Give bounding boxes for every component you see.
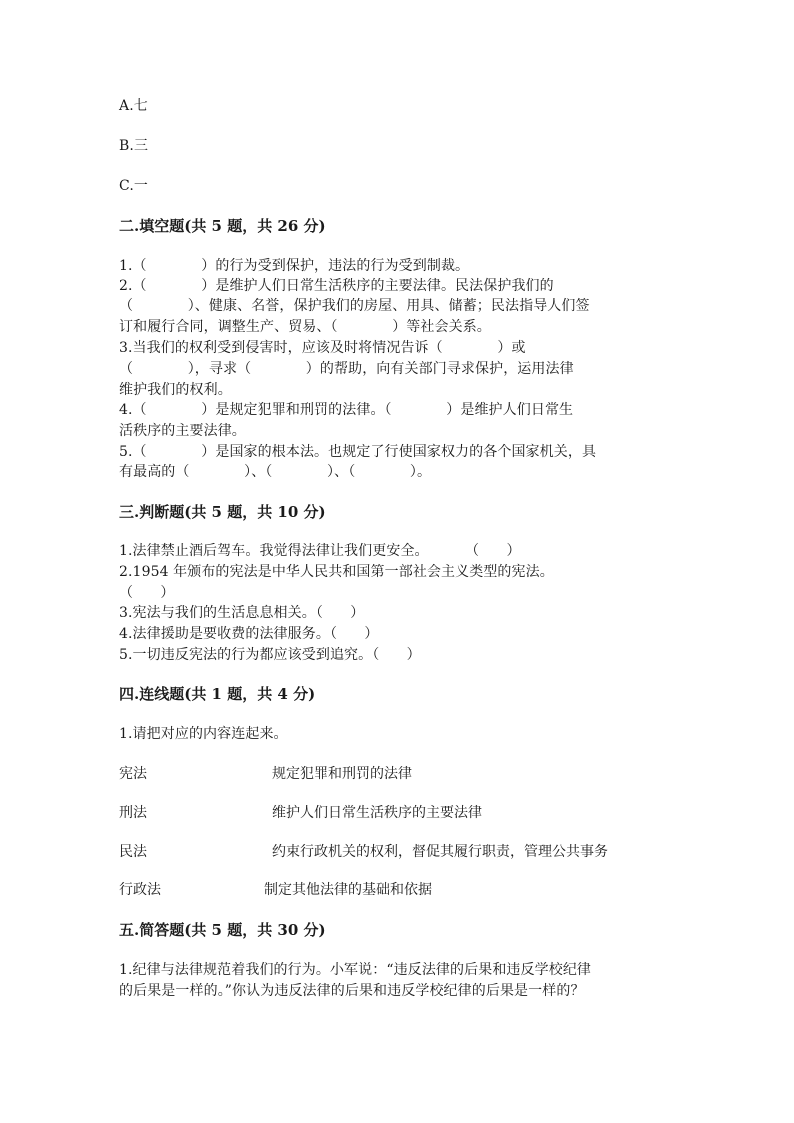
- matching-right-item: 维护人们日常生活秩序的主要法律: [272, 805, 482, 821]
- matching-left-item: 民法: [119, 844, 147, 860]
- fill-in-line: 订和履行合同，调整生产、贸易、（ ）等社会关系。: [119, 319, 491, 335]
- fill-in-line: 4.（ ）是规定犯罪和刑罚的法律。（ ）是维护人们日常生: [119, 402, 574, 418]
- fill-in-line: （ ）、健康、名誉，保护我们的房屋、用具、储蓄；民法指导人们签: [119, 298, 590, 314]
- fill-in-line: 有最高的（ ）、（ ）、（ ）。: [119, 464, 432, 480]
- section-heading-fill-in: 二.填空题(共 5 题，共 26 分): [119, 217, 326, 235]
- matching-right-item: 约束行政机关的权利，督促其履行职责，管理公共事务: [272, 844, 608, 860]
- fill-in-line: 维护我们的权利。: [119, 382, 232, 398]
- section-heading-true-false: 三.判断题(共 5 题，共 10 分): [119, 503, 326, 521]
- true-false-line: （ ）: [119, 585, 175, 601]
- true-false-line: 4.法律援助是要收费的法律服务。（ ）: [119, 626, 379, 642]
- matching-prompt: 1.请把对应的内容连起来。: [119, 726, 288, 742]
- section-heading-short-answer: 五.简答题(共 5 题，共 30 分): [119, 921, 326, 939]
- true-false-line: 2.1954 年颁布的宪法是中华人民共和国第一部社会主义类型的宪法。: [119, 564, 554, 580]
- true-false-line: 5.一切违反宪法的行为都应该受到追究。（ ）: [119, 647, 421, 663]
- matching-right-item: 制定其他法律的基础和依据: [264, 882, 432, 898]
- fill-in-line: 5.（ ）是国家的根本法。也规定了行使国家权力的各个国家机关，具: [119, 444, 597, 460]
- short-answer-line: 1.纪律与法律规范着我们的行为。小军说：“违反法律的后果和违反学校纪律: [119, 962, 592, 978]
- true-false-line: 1.法律禁止酒后驾车。我觉得法律让我们更安全。 （ ）: [119, 543, 521, 559]
- fill-in-line: 3.当我们的权利受到侵害时，应该及时将情况告诉（ ）或: [119, 340, 526, 356]
- short-answer-line: 的后果是一样的。”你认为违反法律的后果和违反学校纪律的后果是一样的？: [119, 983, 585, 999]
- option-c: C.一: [119, 178, 148, 194]
- fill-in-line: 1.（ ）的行为受到保护，违法的行为受到制裁。: [119, 258, 470, 274]
- matching-right-item: 规定犯罪和刑罚的法律: [272, 766, 412, 782]
- true-false-line: 3.宪法与我们的生活息息相关。（ ）: [119, 605, 365, 621]
- section-heading-matching: 四.连线题(共 1 题，共 4 分): [119, 685, 316, 703]
- fill-in-line: 活秩序的主要法律。: [119, 423, 246, 439]
- matching-left-item: 宪法: [119, 766, 147, 782]
- option-b: B.三: [119, 138, 149, 154]
- matching-left-item: 行政法: [119, 882, 161, 898]
- fill-in-line: 2.（ ）是维护人们日常生活秩序的主要法律。民法保护我们的: [119, 278, 554, 294]
- matching-left-item: 刑法: [119, 805, 147, 821]
- option-a: A.七: [119, 98, 148, 114]
- fill-in-line: （ ），寻求（ ）的帮助，向有关部门寻求保护，运用法律: [119, 361, 574, 377]
